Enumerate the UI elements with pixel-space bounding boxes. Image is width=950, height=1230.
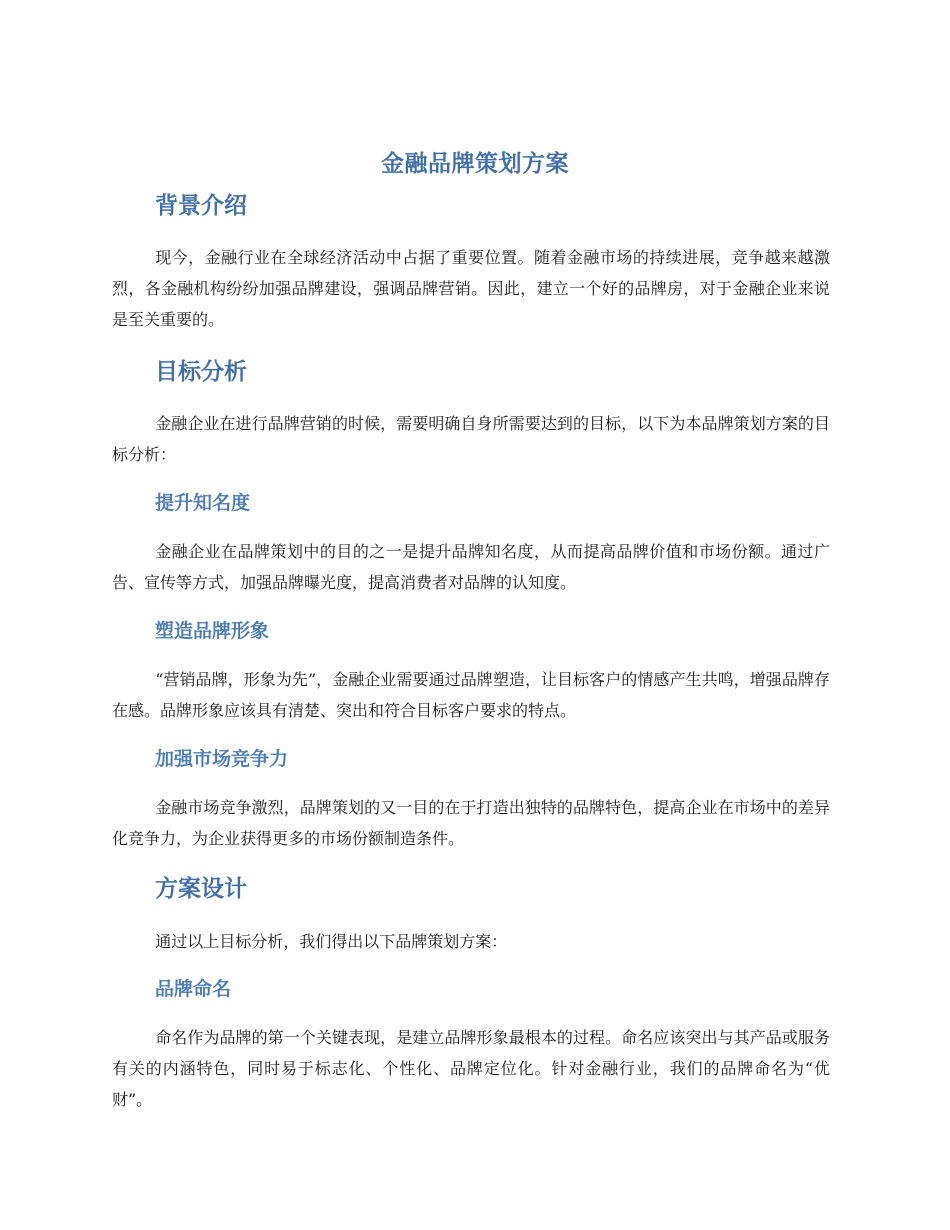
paragraph-naming: 命名作为品牌的第一个关键表现，是建立品牌形象最根本的过程。命名应该突出与其产品或服务有关的内涵特色，同时易于标志化、个性化、品牌定位化。针对金融行业，我们的品牌命名为“优财”。 [112,1028,830,1109]
paragraph-background: 现今，金融行业在全球经济活动中占据了重要位置。随着金融市场的持续进展，竞争越来越激烈，各金融机构纷纷加强品牌建设，强调品牌营销。因此，建立一个好的品牌房，对于金融企业来说是至关重要的。 [112,248,830,329]
document-title: 金融品牌策划方案 [381,151,569,177]
paragraph-awareness: 金融企业在品牌策划中的目的之一是提升品牌知名度，从而提高品牌价值和市场份额。通过广告、宣传等方式，加强品牌曝光度，提高消费者对品牌的认知度。 [112,542,830,592]
subheading-naming: 品牌命名 [155,978,232,1000]
paragraph-competition: 金融市场竞争激烈，品牌策划的又一目的在于打造出独特的品牌特色，提高企业在市场中的差异化竞争力，为企业获得更多的市场份额制造条件。 [112,798,830,848]
heading-goals: 目标分析 [155,359,247,385]
paragraph-brand-image: “营销品牌，形象为先”，金融企业需要通过品牌塑造，让目标客户的情感产生共鸣，增强品牌存在感。品牌形象应该具有清楚、突出和符合目标客户要求的特点。 [112,670,830,720]
subheading-competition: 加强市场竞争力 [155,748,289,770]
heading-design: 方案设计 [155,876,247,902]
subheading-brand-image: 塑造品牌形象 [155,620,270,642]
heading-background: 背景介绍 [155,193,247,219]
paragraph-goals: 金融企业在进行品牌营销的时候，需要明确自身所需要达到的目标，以下为本品牌策划方案的目标分析： [112,414,830,464]
paragraph-design: 通过以上目标分析，我们得出以下品牌策划方案： [155,932,508,951]
subheading-awareness: 提升知名度 [155,492,251,514]
